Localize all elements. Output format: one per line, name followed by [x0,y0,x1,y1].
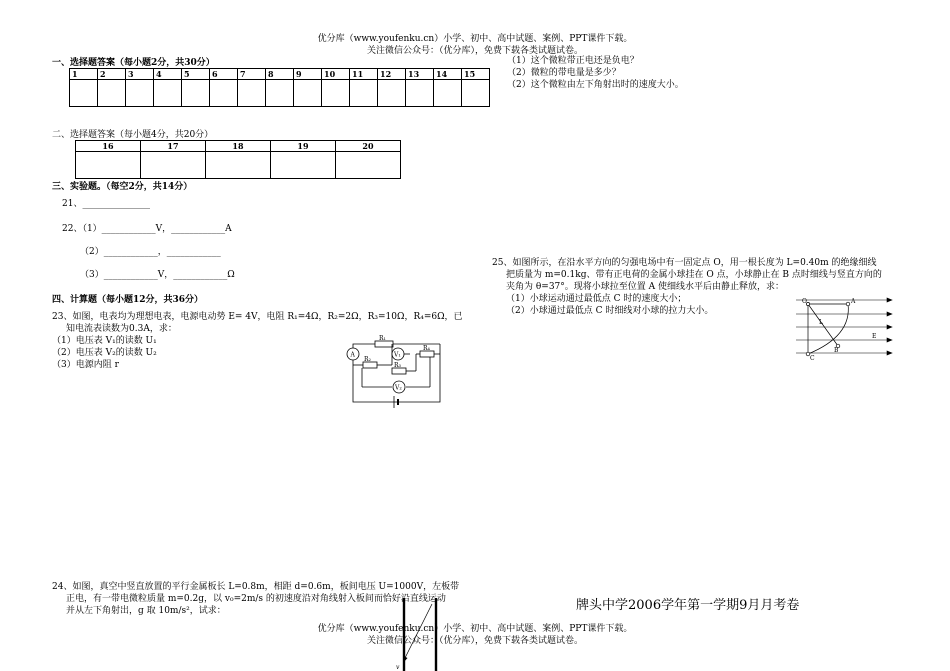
table1-header-3: 3 [126,69,154,80]
table1-answer-cell [98,80,126,107]
q23-line-2: 知电流表读数为0.3A，求： [66,324,177,334]
table1-header-12: 12 [378,69,406,80]
table1-header-6: 6 [210,69,238,80]
table1-answer-cell [378,80,406,107]
table1-answer-cell [154,80,182,107]
table1-header-1: 1 [70,69,98,80]
section1-heading: 一、选择题答案（每小题2分，共30分） [52,58,215,68]
table1-answer-cell [462,80,490,107]
r2-label: R₂ [364,356,371,363]
point-b-label: B [834,347,839,354]
v2-label: V₂ [395,384,402,392]
q24-line-1: 24、如图，真空中竖直放置的平行金属板长 L=0.8m，相距 d=0.6m，板间电压 U=1000V，左板带 [52,582,460,592]
ammeter-label: A [350,351,355,359]
r4-label: R₄ [423,345,430,352]
footer-line-2: 关注微信公众号：（优分库），免费下载各类试题试卷。 [366,636,583,646]
table2-answer-cell [206,152,271,179]
q22-part3: （3）____________V，____________Ω [80,270,235,280]
header-line-2: 关注微信公众号：（优分库），免费下载各类试题试卷。 [366,46,583,56]
q22-part2: （2）____________，____________ [80,247,221,257]
v1-label: V₁ [394,351,401,359]
table1-header-11: 11 [350,69,378,80]
table1-header-4: 4 [154,69,182,80]
table2-header-17: 17 [141,141,206,152]
table1-answer-cell [434,80,462,107]
table1-answer-cell [294,80,322,107]
field-e-label: E [872,333,877,340]
q23-sub-2: （2）电压表 V₂的读数 U₂ [52,348,157,358]
table1-answer-cell [210,80,238,107]
point-c-label: C [810,355,815,362]
exam-title: 牌头中学2006学年第一学期9月月考卷 [576,598,800,613]
table1-header-7: 7 [238,69,266,80]
answer-table-2 [75,140,401,179]
table2-header-18: 18 [206,141,271,152]
pendulum-diagram [794,296,896,364]
point-a-label: A [851,298,856,305]
table2-header-16: 16 [76,141,141,152]
section4-heading: 四、计算题（每小题12分，共36分） [52,295,204,305]
table2-answer-cell [141,152,206,179]
answer-table-1 [69,68,490,107]
r3-label: R₃ [394,362,401,369]
table1-answer-cell [406,80,434,107]
table1-header-10: 10 [322,69,350,80]
table2-answer-cell [271,152,336,179]
q23-line-1: 23、如图，电表均为理想电表，电源电动势 E= 4V，电阻 R₁=4Ω，R₂=2Ω，R₃=10Ω，R₄=6Ω，已 [52,312,463,322]
circuit-diagram [340,332,450,410]
q24-sub-1: （1）这个微粒带正电还是负电？ [507,56,639,66]
q25-line-2: 把质量为 m=0.1kg、带有正电荷的金属小球挂在 O 点，小球静止在 B 点时细线与竖直方向的 [506,270,882,280]
table1-header-5: 5 [182,69,210,80]
table2-answer-cell [336,152,401,179]
table2-answer-cell [76,152,141,179]
table1-header-13: 13 [406,69,434,80]
r1-label: R₁ [379,335,386,342]
table1-answer-cell [322,80,350,107]
table1-answer-cell [182,80,210,107]
q21: 21、_______________ [62,199,150,209]
q22-part1: 22、（1）____________V，____________A [62,224,232,234]
table1-answer-cell [350,80,378,107]
table1-header-15: 15 [462,69,490,80]
table1-header-8: 8 [266,69,294,80]
q25-sub-2: （2）小球通过最低点 C 时细线对小球的拉力大小。 [506,306,714,316]
q25-line-1: 25、如图所示，在沿水平方向的匀强电场中有一固定点 O，用一根长度为 L=0.40m 的绝缘细线 [492,258,877,268]
q24-line-2: 正电，有一带电微粒质量 m=0.2g，以 v₀=2m/s 的初速度沿对角线射入板间而恰好沿直线运动 [66,594,446,604]
velocity-label: v [396,664,400,671]
table1-header-9: 9 [294,69,322,80]
q25-sub-1: （1）小球运动通过最低点 C 时的速度大小； [506,294,687,304]
table2-header-19: 19 [271,141,336,152]
table2-header-20: 20 [336,141,401,152]
table1-answer-cell [70,80,98,107]
length-l-label: L [819,319,823,326]
point-o-label: O [802,298,807,305]
q24-line-3: 并从左下角射出，g 取 10m/s²，试求： [66,606,226,616]
table1-header-14: 14 [434,69,462,80]
q25-line-3: 夹角为 θ=37°。现将小球拉至位置 A 使细线水平后由静止释放，求： [506,282,784,292]
section2-heading: 二、选择题答案（每小题4分，共20分） [52,130,214,140]
header-line-1: 优分库（www.youfenku.cn）小学、初中、高中试题、案例、PPT课件下载。 [317,34,633,44]
table1-answer-cell [238,80,266,107]
table1-header-2: 2 [98,69,126,80]
parallel-plates-diagram [392,596,442,671]
table1-answer-cell [126,80,154,107]
q24-sub-3: （2）这个微粒由左下角射出时的速度大小。 [507,80,684,90]
footer-line-1: 优分库（www.youfenku.cn）小学、初中、高中试题、案例、PPT课件下载。 [317,624,633,634]
table1-answer-cell [266,80,294,107]
q23-sub-1: （1）电压表 V₁的读数 U₁ [52,336,157,346]
q23-sub-3: （3）电源内阻 r [52,360,119,370]
section3-heading: 三、实验题。（每空2分，共14分） [52,182,193,192]
q24-sub-2: （2）微粒的带电量是多少？ [507,68,621,78]
